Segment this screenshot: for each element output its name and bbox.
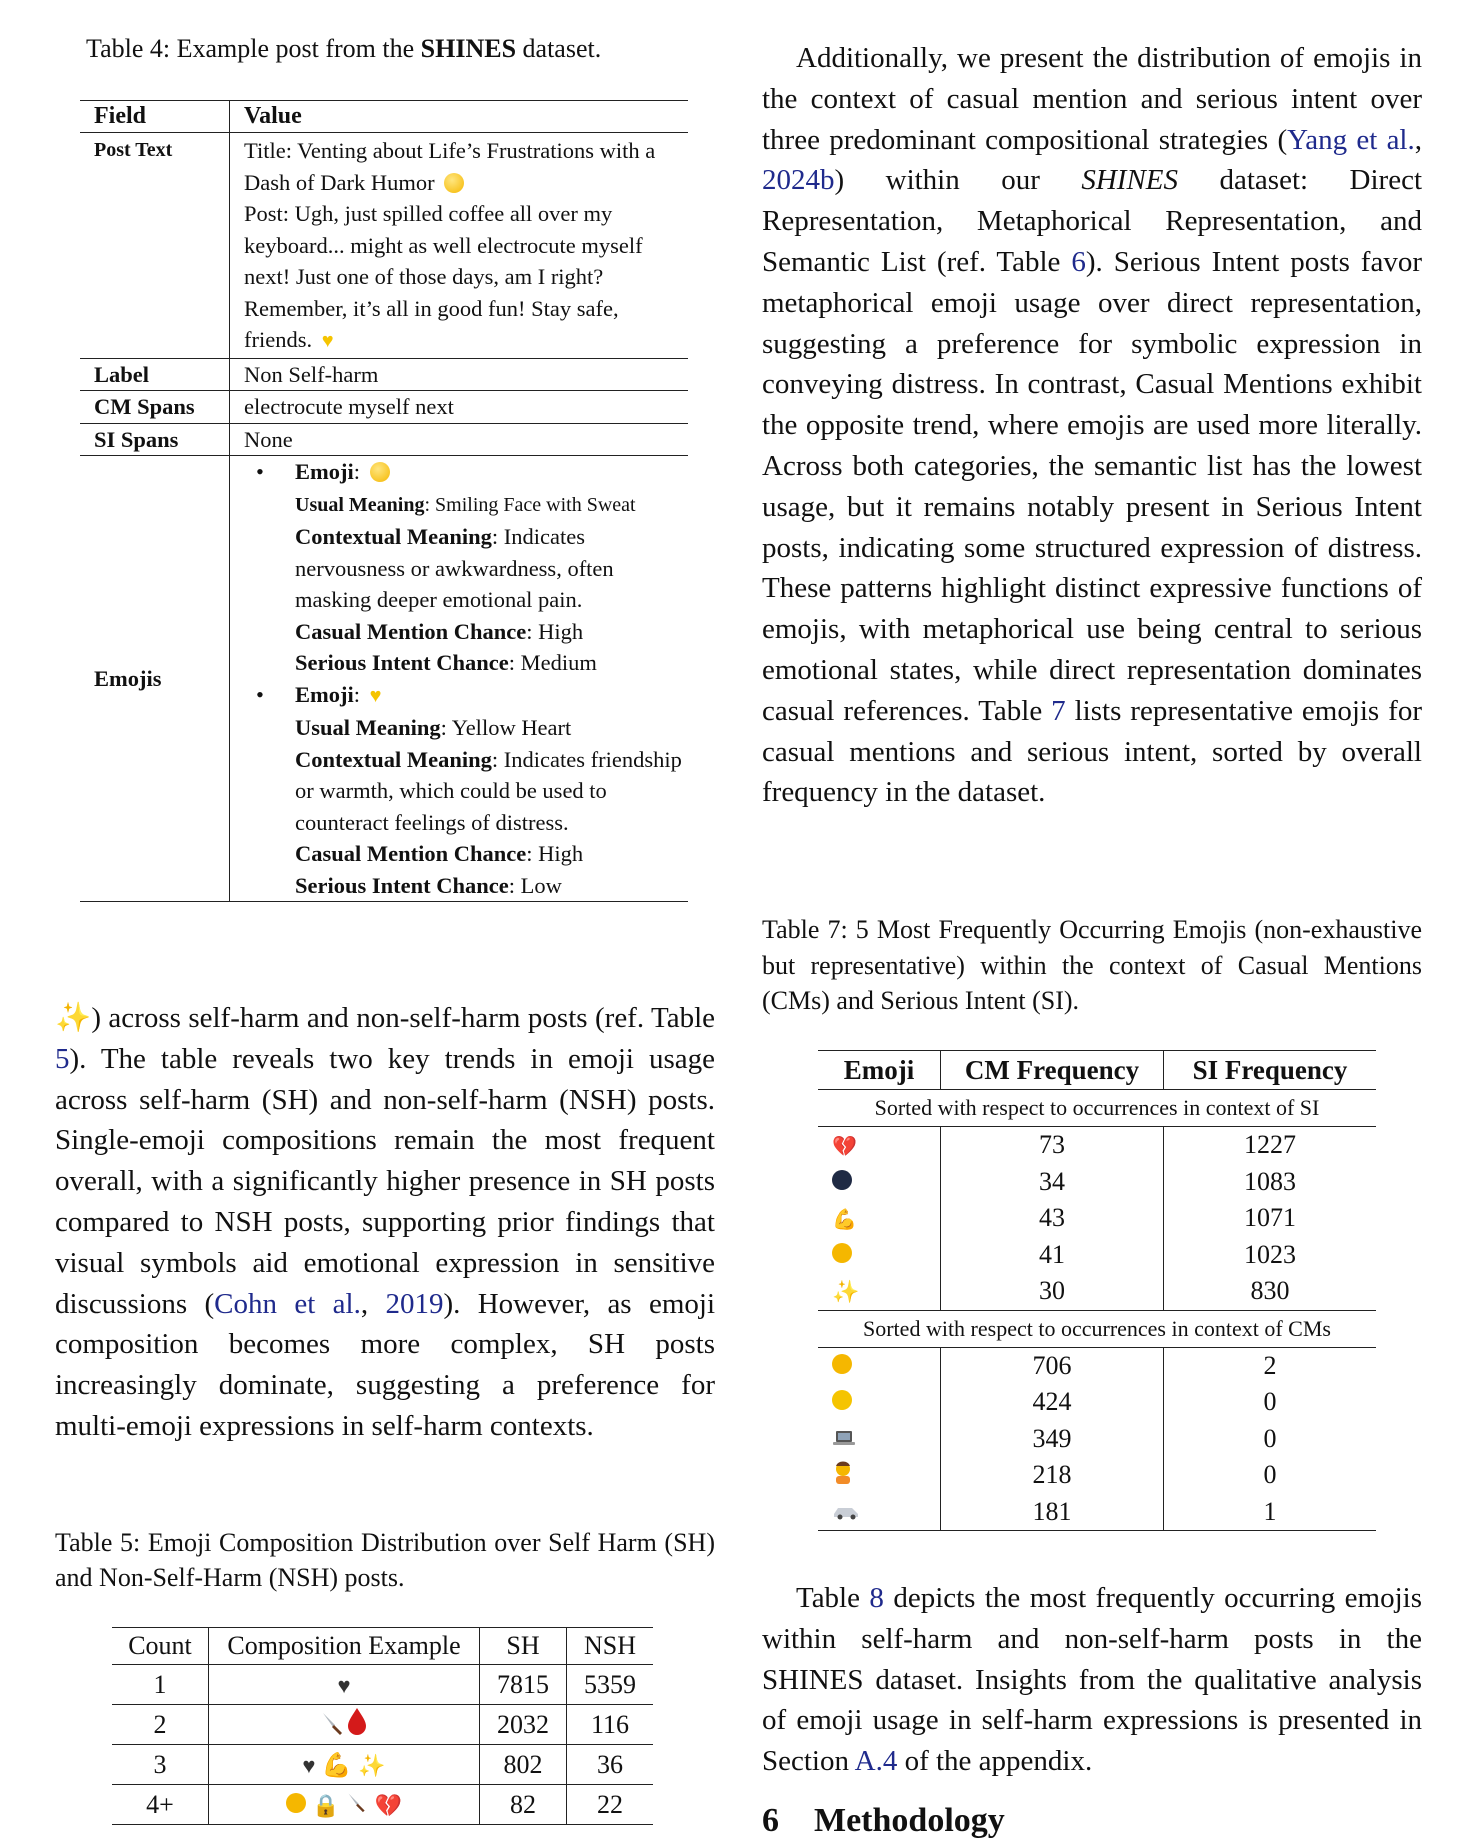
black-heart-icon: ♥ [337, 1672, 351, 1698]
table-row [112, 1705, 653, 1745]
nsh-cell: 5359 [567, 1665, 654, 1705]
caption-dataset-name: SHINES [420, 34, 517, 63]
paragraph-text: ). However, as emoji composition becomes more complex, SH posts increasingly dominate, suggesting a preference for multi-emoji expressions in self-harm contexts. [55, 1287, 715, 1442]
paragraph-text: Table [796, 1582, 870, 1614]
usual-meaning-value: Yellow Heart [451, 715, 572, 740]
tears-of-joy-icon [832, 1390, 852, 1410]
locked-icon: 🔒 [312, 1792, 340, 1818]
si-cell: 830 [1164, 1273, 1377, 1310]
table5-header-nsh: NSH [567, 1628, 654, 1665]
cm-cell: 181 [941, 1494, 1164, 1531]
sparkles-icon: ✨ [832, 1279, 860, 1305]
cm-cell: 349 [941, 1421, 1164, 1458]
sh-cell: 7815 [480, 1665, 567, 1705]
table-row [818, 1200, 1376, 1237]
example-cell [209, 1745, 480, 1785]
table5-caption: Table 5: Emoji Composition Distribution over Self Harm (SH) and Non-Self-Harm (NSH) posts. [55, 1528, 715, 1592]
si-cell: 0 [1263, 1423, 1277, 1453]
si-chance-value: Medium [520, 650, 597, 675]
section-label-si: Sorted with respect to occurrences in context of SI [818, 1090, 1376, 1127]
section-number: 6 [762, 1802, 779, 1839]
contextual-meaning-value: Indicates friendship or warmth, which could be used to counteract feelings of distress. [295, 746, 682, 835]
count-cell: 1 [112, 1665, 209, 1705]
sh-cell: 802 [480, 1745, 567, 1785]
paragraph-text: lists representative emojis for casual mentions and serious intent, sorted by overall frequency in the dataset. [762, 694, 1422, 809]
count-cell: 4+ [112, 1785, 209, 1825]
post-body: Post: Ugh, just spilled coffee all over my keyboard... might as well electrocute myself next! Just one of those days, am I right? Remember, it’s all in good fun! Stay safe, friends. [244, 201, 643, 352]
paragraph-text: dataset: Direct Representation, Metaphorical Representation, and Semantic List (ref. Table [762, 164, 1423, 278]
nsh-cell: 22 [567, 1785, 654, 1825]
section-title: Methodology [814, 1802, 1005, 1839]
example-cell [209, 1785, 480, 1825]
cm-cell: 73 [941, 1127, 1164, 1164]
right-paragraph [762, 38, 1422, 813]
table5-header-count: Count [112, 1628, 209, 1665]
paragraph-text: ). The table reveals two key trends in emoji usage across self-harm (SH) and non-self-harm (NSH) posts. Single-emoji compositions remain the most frequent overall, with a significantly higher presence in SH posts compared to NSH posts, supporting prior findings that visual symbols aid emotional expression in sensitive discussions ( [55, 1042, 715, 1320]
yellow-heart-icon: ♥ [369, 684, 382, 707]
caption-text: dataset. [516, 34, 602, 63]
nsh-cell: 36 [567, 1745, 654, 1785]
si-cell: 1083 [1244, 1166, 1296, 1196]
section-label-cm: Sorted with respect to occurrences in context of CMs [818, 1310, 1376, 1347]
cm-chance-key: Casual Mention Chance [295, 618, 527, 644]
sparkles-icon: ✨ [358, 1752, 386, 1778]
laptop-icon [832, 1424, 856, 1453]
emoji-key: Emoji [295, 459, 354, 484]
person-facepalming-icon [832, 1461, 854, 1490]
label-value: Non Self-harm [230, 358, 689, 391]
dataset-name: SHINES [1081, 164, 1179, 197]
count-cell: 3 [112, 1745, 209, 1785]
table7 [818, 1050, 1376, 1531]
emoji-key: Emoji [295, 681, 354, 707]
emoji-entry: • Emoji: Usual Meaning: Smiling Face with Sweat Contextual Meaning: Indicates nervousness or awkwardness, often masking deeper emotional pain. Casual Mention Chance: High Serious Intent Chance: Medium [230, 456, 688, 679]
si-spans-value: None [230, 423, 689, 456]
sh-cell: 2032 [480, 1705, 567, 1745]
table-row [112, 1745, 653, 1785]
table4-caption [86, 34, 601, 64]
section-a4-ref-link[interactable]: A.4 [854, 1745, 898, 1778]
example-cell [209, 1665, 480, 1705]
si-cell: 0 [1263, 1387, 1277, 1417]
emoji-list [230, 456, 688, 901]
table-row [818, 1164, 1376, 1201]
knife-icon [346, 1790, 368, 1820]
cm-cell: 43 [941, 1200, 1164, 1237]
table-row [112, 1665, 653, 1705]
cm-chance-value: High [538, 841, 584, 866]
table4-header-field: Field [80, 101, 230, 133]
table-row [818, 1494, 1376, 1531]
table-row [818, 1421, 1376, 1458]
section-heading [762, 1802, 1005, 1840]
grinning-sweat-icon [370, 462, 390, 482]
cm-chance-key: Casual Mention Chance [295, 841, 527, 866]
table-row [818, 1457, 1376, 1494]
table4 [80, 100, 688, 902]
flexed-biceps-icon: 💪 [321, 1752, 352, 1779]
grinning-sweat-icon [832, 1354, 852, 1374]
pensive-face-icon [286, 1793, 306, 1813]
black-heart-icon: ♥ [302, 1752, 316, 1778]
si-spans-field: SI Spans [80, 423, 230, 456]
si-cell: 1 [1164, 1494, 1377, 1531]
paragraph-text: depicts the most frequently occurring emojis within self-harm and non-self-harm posts in the SHINES dataset. Insights from the qualitative analysis of emoji usage in self-harm expressions is presented in Section [762, 1582, 1422, 1778]
car-icon [832, 1497, 860, 1526]
paragraph-text: ) across self-harm and non-self-harm posts (ref. Table [91, 1002, 716, 1034]
table6-ref-link[interactable]: 6 [1071, 245, 1086, 278]
sh-cell: 82 [480, 1785, 567, 1825]
broken-heart-icon: 💔 [374, 1792, 403, 1818]
paragraph-text: ). Serious Intent posts favor metaphorical emoji usage over direct representation, suggesting a preference for symbolic expression in conveying distress. In contrast, Casual Mentions exhibit the opposite trend, where emojis are used more literally. Across both categories, the semantic list has the lowest usage, but it remains notably present in Serious Intent posts, indicating some structured expression of distress. These patterns highlight distinct expressive functions of emojis, with metaphorical use being central to serious emotional states, while direct representation dominates casual references. Table [762, 245, 1422, 727]
blood-drop-icon [346, 1706, 368, 1743]
cm-chance-value: High [538, 618, 584, 644]
si-cell: 2 [1263, 1350, 1277, 1380]
si-chance-key: Serious Intent Chance [295, 650, 509, 675]
table4-header-value: Value [230, 101, 689, 133]
example-cell [209, 1705, 480, 1745]
table5 [112, 1627, 653, 1825]
yang-citation-year-link[interactable]: 2024b [762, 164, 835, 197]
knife-icon [320, 1710, 346, 1743]
table-row [112, 1785, 653, 1825]
table5-ref-link[interactable]: 5 [55, 1042, 70, 1075]
paragraph-text: of the appendix. [897, 1745, 1093, 1778]
si-cell: 1071 [1244, 1203, 1296, 1233]
table-row [818, 1347, 1376, 1384]
si-cell: 1227 [1244, 1130, 1296, 1160]
flexed-biceps-icon: 💪 [832, 1209, 857, 1232]
si-cell: 0 [1263, 1460, 1277, 1490]
caption-text: Table 4: Example post from the [86, 34, 421, 63]
si-chance-value: Low [520, 872, 562, 898]
usual-meaning-value: Smiling Face with Sweat [435, 493, 636, 516]
cohn-citation-link[interactable]: Cohn et al. [214, 1287, 361, 1320]
usual-meaning-key: Usual Meaning [295, 715, 441, 740]
si-chance-key: Serious Intent Chance [295, 872, 509, 898]
grinning-sweat-icon [444, 173, 464, 193]
cm-cell: 424 [941, 1384, 1164, 1421]
table7-caption: Table 7: 5 Most Frequently Occurring Emojis (non-exhaustive but representative) within the context of Casual Mentions (CMs) and Serious Intent (SI). [762, 915, 1422, 1015]
post-title: Title: Venting about Life’s Frustrations with a Dash of Dark Humor [244, 138, 656, 195]
citation-separator: , [1414, 123, 1422, 156]
post-text-label: Post Text [94, 139, 173, 161]
cm-spans-value: electrocute myself next [230, 391, 689, 424]
emojis-field: Emojis [80, 456, 230, 902]
table7-header-si: SI Frequency [1164, 1051, 1377, 1090]
left-paragraph [55, 998, 715, 1447]
dark-circle-icon [832, 1170, 852, 1190]
emoji-entry: • Emoji: ♥ Usual Meaning: Yellow Heart Contextual Meaning: Indicates friendship or warmth, which could be used to counteract feelings of distress. Casual Mention Chance: High Serious Intent Chance: Low [230, 679, 688, 902]
table5-header-example: Composition Example [209, 1628, 480, 1665]
contextual-meaning-value: Indicates nervousness or awkwardness, often masking deeper emotional pain. [295, 524, 614, 612]
cm-spans-field: CM Spans [80, 391, 230, 424]
usual-meaning-key: Usual Meaning [295, 493, 425, 516]
table8-ref-link[interactable]: 8 [869, 1582, 884, 1614]
broken-heart-icon: 💔 [832, 1136, 857, 1159]
cm-cell: 30 [941, 1273, 1164, 1310]
citation-separator: , [360, 1287, 386, 1320]
table-row [818, 1384, 1376, 1421]
contextual-meaning-key: Contextual Meaning [295, 746, 492, 772]
cm-cell: 706 [941, 1347, 1164, 1384]
label-field: Label [80, 358, 230, 391]
pensive-face-icon [832, 1243, 852, 1263]
table5-header-sh: SH [480, 1628, 567, 1665]
yang-citation-link[interactable]: Yang et al. [1287, 123, 1415, 156]
contextual-meaning-key: Contextual Meaning [295, 524, 492, 549]
nsh-cell: 116 [567, 1705, 654, 1745]
table7-ref-link[interactable]: 7 [1051, 694, 1066, 727]
table7-header-emoji: Emoji [818, 1051, 941, 1090]
table-row [818, 1127, 1376, 1164]
cohn-citation-year-link[interactable]: 2019 [385, 1287, 444, 1320]
paragraph-text: Additionally, we present the distribution of emojis in the context of casual mention and serious intent over three predominant compositional strategies ( [762, 42, 1422, 156]
right-paragraph-2 [762, 1578, 1422, 1782]
paragraph-text: ) within our [834, 164, 1082, 197]
cm-cell: 218 [941, 1457, 1164, 1494]
si-cell: 1023 [1244, 1239, 1296, 1269]
table-row [818, 1237, 1376, 1274]
table-row [818, 1273, 1376, 1310]
cm-cell: 41 [941, 1237, 1164, 1274]
yellow-heart-icon: ♥ [321, 330, 334, 352]
sparkles-icon: ✨ [55, 1002, 92, 1034]
cm-cell: 34 [941, 1164, 1164, 1201]
count-cell: 2 [112, 1705, 209, 1745]
table7-header-cm: CM Frequency [941, 1051, 1164, 1090]
